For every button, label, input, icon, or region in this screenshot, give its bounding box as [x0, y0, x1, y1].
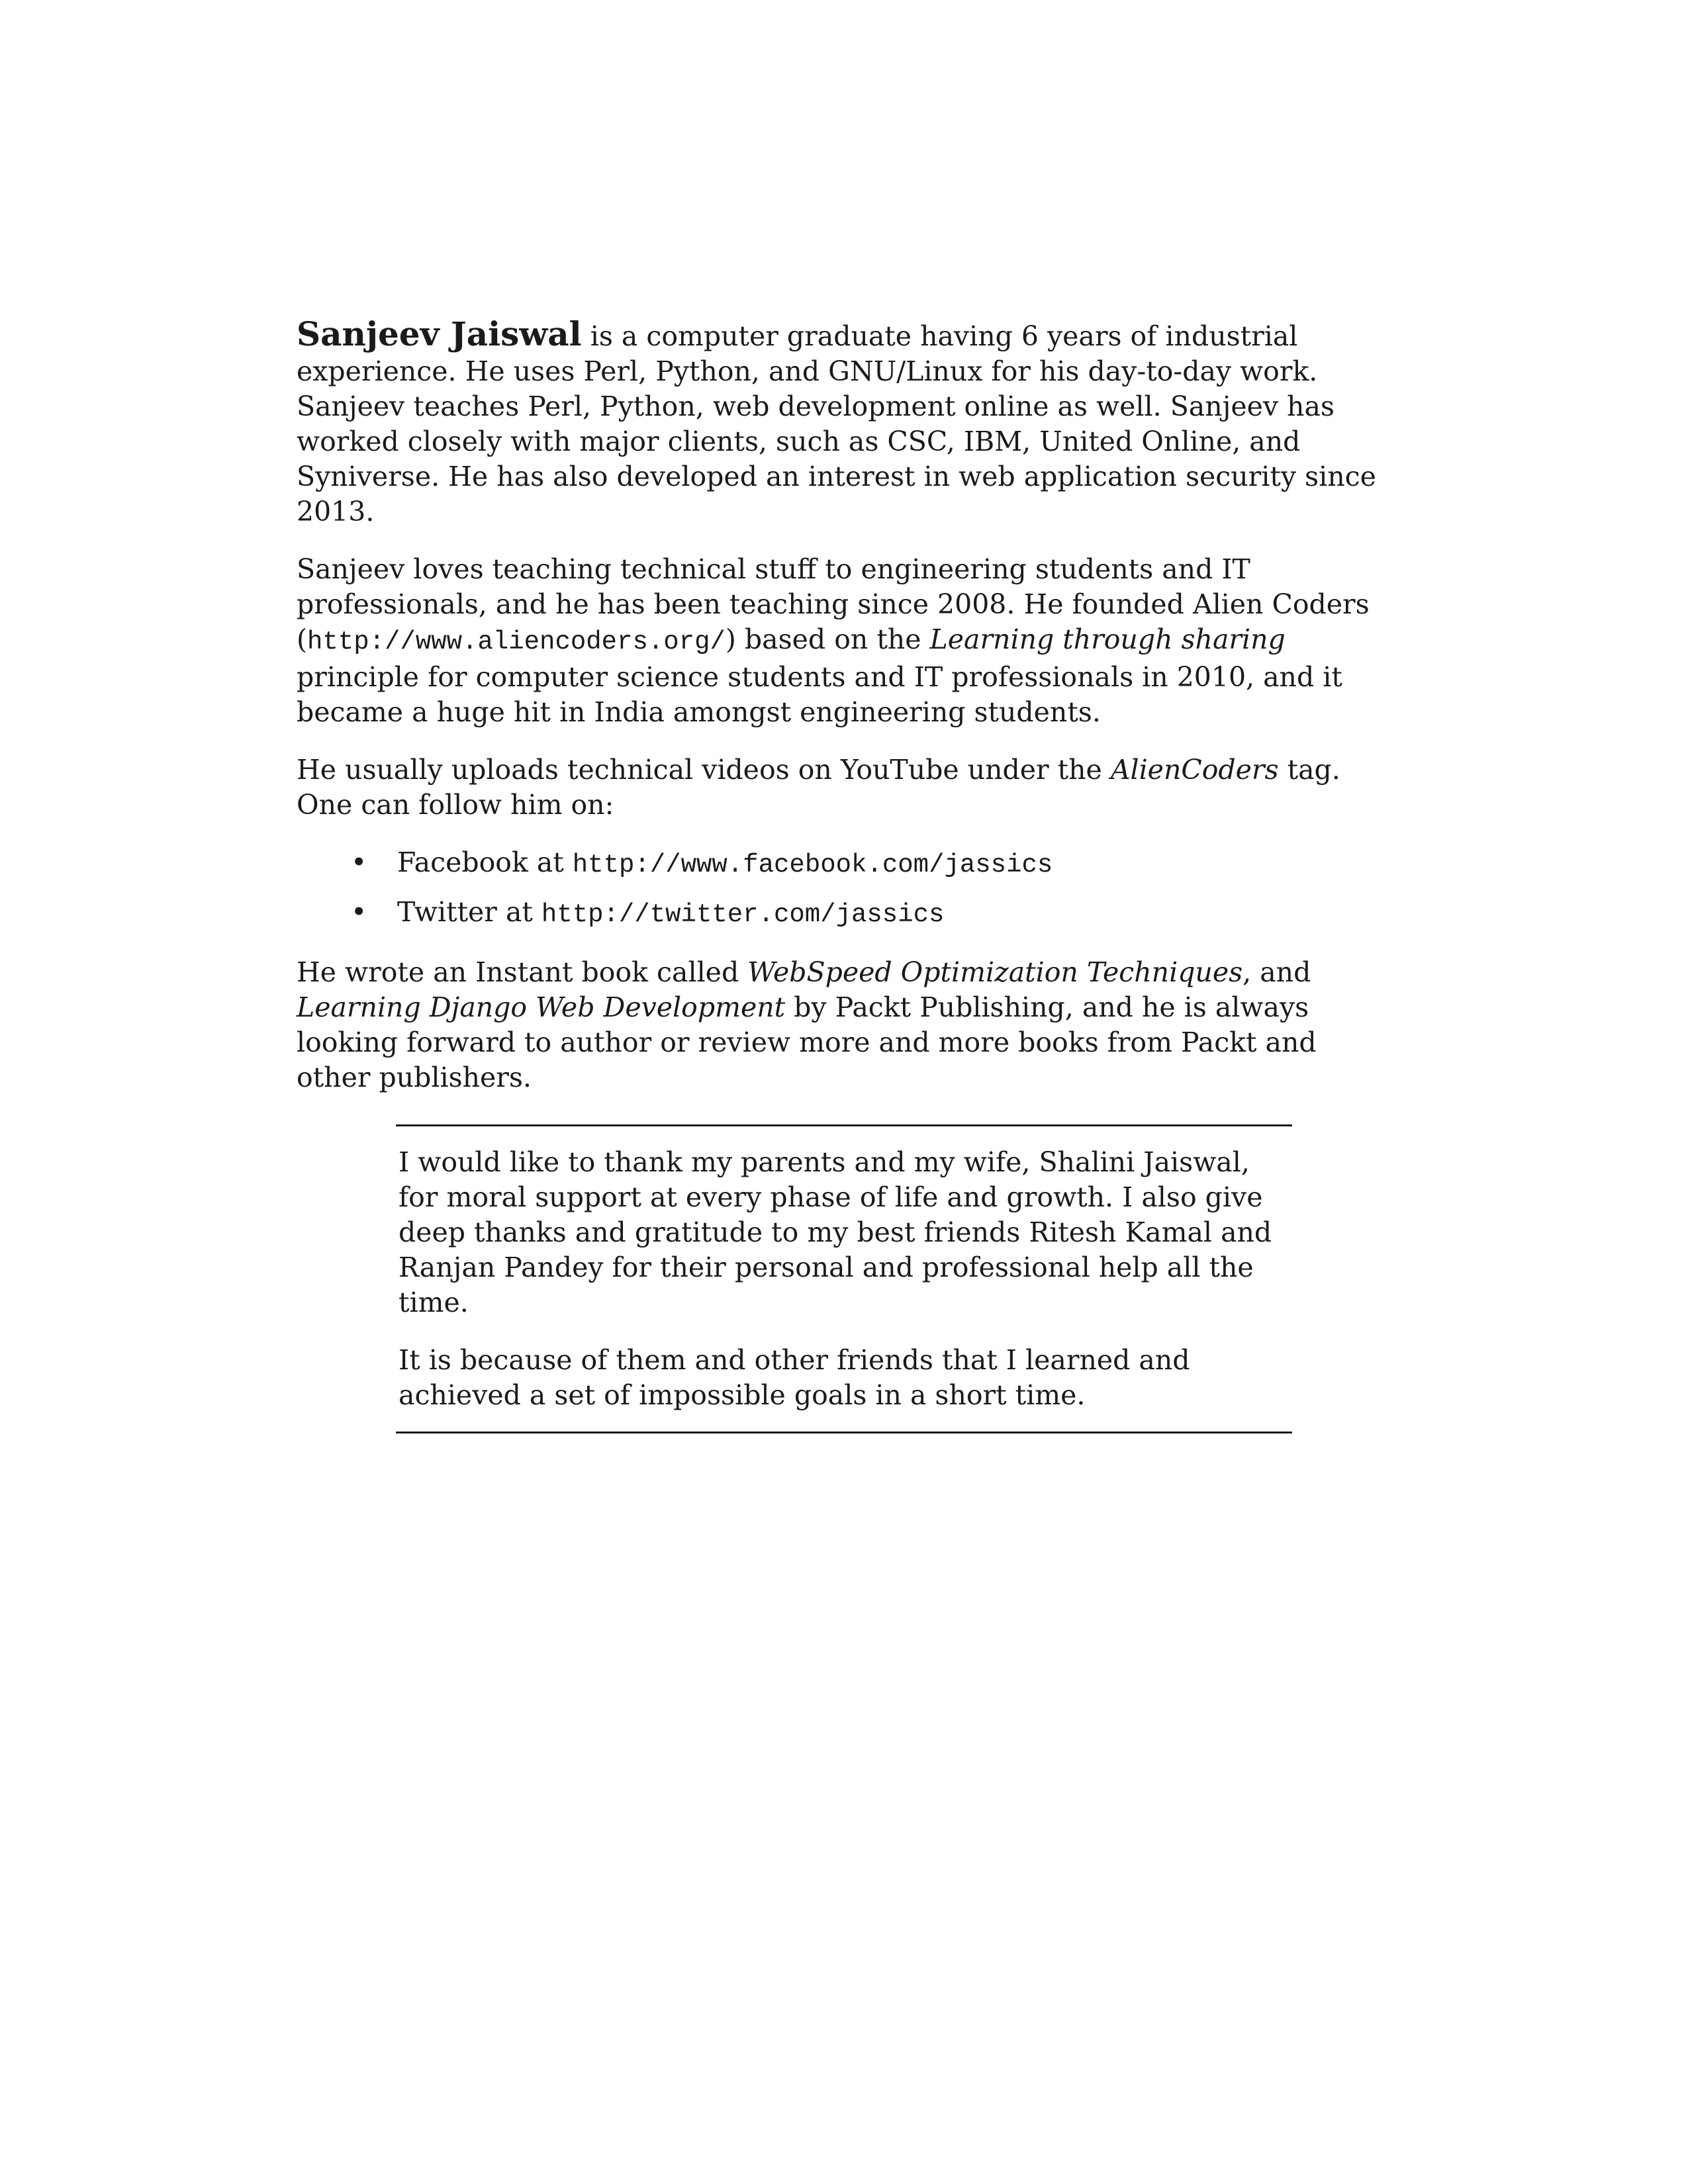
aliencoders-link[interactable]: http://www.aliencoders.org/: [307, 627, 726, 657]
list-item-facebook: [351, 845, 1395, 883]
bio-paragraph-4: [297, 955, 1395, 1095]
author-name: Sanjeev Jaiswal: [297, 314, 582, 353]
book-title-webspeed: WebSpeed Optimization Techniques: [747, 956, 1243, 988]
facebook-link[interactable]: http://www.facebook.com/jassics: [572, 850, 1053, 880]
bio-paragraph-3-text-b: tag. One can follow him on:: [297, 754, 1340, 821]
twitter-link[interactable]: http://twitter.com/jassics: [541, 900, 945, 929]
page-content: [297, 316, 1395, 1433]
bullet-icon: •: [351, 896, 367, 928]
acknowledgement-paragraph-2: It is because of them and other friends that I learned and achieved a set of impossible goals in a short time.: [399, 1344, 1190, 1411]
bio-paragraph-3-italic: AlienCoders: [1110, 754, 1279, 786]
bio-paragraph-3: [297, 752, 1395, 823]
facebook-label: Facebook at: [397, 846, 573, 878]
acknowledgement-box: [396, 1124, 1292, 1433]
bio-paragraph-1: [297, 316, 1395, 529]
acknowledgement-paragraph-1: I would like to thank my parents and my wife, Shalini Jaiswal, for moral support at every phase of life and growth. I also give deep thanks and gratitude to my best friends Ritesh Kamal and Ranjan Pandey for their personal and professional help all the time.: [399, 1146, 1272, 1318]
bio-paragraph-4-text-a: He wrote an Instant book called: [297, 956, 748, 988]
bio-paragraph-2: [297, 552, 1395, 730]
bio-paragraph-4-text-b: , and: [1243, 956, 1311, 988]
list-item-twitter: [351, 895, 1395, 933]
bullet-icon: •: [351, 846, 367, 878]
social-links-list: [297, 845, 1395, 933]
book-title-django: Learning Django Web Development: [297, 991, 786, 1023]
bio-paragraph-2-text-a: Sanjeev loves teaching technical stuff to engineering students and IT professionals, and he has been teaching since 2008. He founded Alien Coders (: [297, 553, 1370, 655]
bio-paragraph-4-text-c: by Packt Publishing, and he is always looking forward to author or review more and more books from Packt and other publishers.: [297, 991, 1317, 1093]
twitter-label: Twitter at: [397, 896, 541, 928]
bio-paragraph-2-text-c: principle for computer science students and IT professionals in 2010, and it became a huge hit in India amongst engineering students.: [297, 661, 1342, 728]
bio-paragraph-2-italic: Learning through sharing: [929, 623, 1286, 655]
bio-paragraph-2-text-b: ) based on the: [725, 623, 930, 655]
bio-paragraph-3-text-a: He usually uploads technical videos on YouTube under the: [297, 754, 1111, 786]
bio-paragraph-1-text: is a computer graduate having 6 years of industrial experience. He uses Perl, Python, and GNU/Linux for his day-to-day work. Sanjeev teaches Perl, Python, web development online as well. Sanjeev has worked closely with major clients, such as CSC, IBM, United Online, and Syniverse. He has also developed an interest in web application security since 2013.: [297, 320, 1376, 527]
